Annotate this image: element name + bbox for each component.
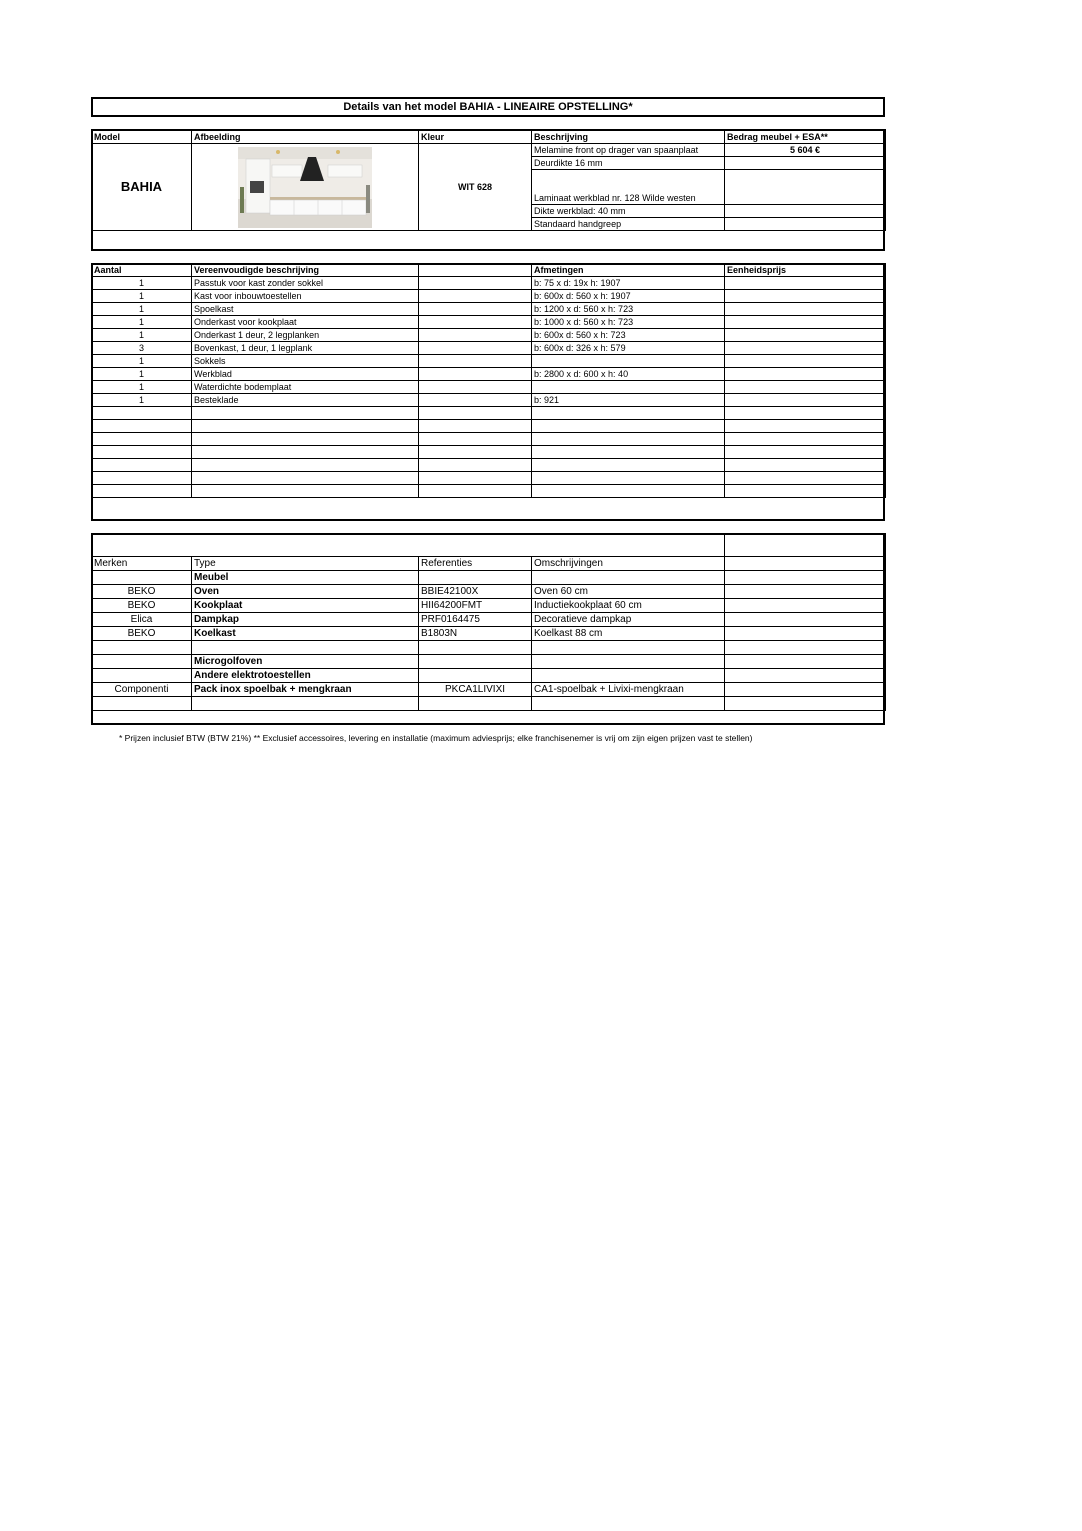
blank-cell: [419, 368, 532, 381]
blank-cell: [419, 381, 532, 394]
qty-cell: 1: [92, 329, 192, 342]
qty-cell: [92, 420, 192, 433]
dims-cell: b: 600x d: 560 x h: 723: [532, 329, 725, 342]
brand-cell: Elica: [92, 613, 192, 627]
table-row: [92, 381, 886, 394]
desc-cell: Spoelkast: [192, 303, 419, 316]
qty-cell: [92, 459, 192, 472]
qty-cell: [92, 472, 192, 485]
meubel-label: Meubel: [192, 571, 419, 585]
desc-cell: Koelkast 88 cm: [532, 627, 725, 641]
ref-cell: BBIE42100X: [419, 585, 532, 599]
blank-cell: [419, 290, 532, 303]
price-cell: [725, 290, 886, 303]
desc-cell: [192, 407, 419, 420]
desc-cell: Onderkast 1 deur, 2 legplanken: [192, 329, 419, 342]
type-cell: Dampkap: [192, 613, 419, 627]
blank-cell: [419, 277, 532, 290]
desc-cell: [192, 472, 419, 485]
desc-cell: [192, 433, 419, 446]
type-cell: Oven: [192, 585, 419, 599]
qty-cell: 1: [92, 368, 192, 381]
header-beschrijving: Beschrijving: [532, 130, 725, 144]
parts-table: [91, 263, 886, 498]
price-empty: [725, 218, 886, 231]
dims-cell: [532, 381, 725, 394]
qty-cell: 1: [92, 290, 192, 303]
header-merken: Merken: [92, 557, 192, 571]
blank-cell: [419, 459, 532, 472]
table-row: [92, 585, 886, 599]
table-row: [92, 329, 886, 342]
beschrijving-1: Melamine front op drager van spaanplaat: [532, 144, 725, 157]
price-cell: [725, 446, 886, 459]
desc-cell: [192, 446, 419, 459]
price-cell: [725, 316, 886, 329]
microgolf-label: Microgolfoven: [192, 655, 419, 669]
dims-cell: [532, 355, 725, 368]
desc-cell: Oven 60 cm: [532, 585, 725, 599]
price-cell: [725, 381, 886, 394]
blank-cell: [725, 599, 886, 613]
table-row: [92, 472, 886, 485]
dims-cell: b: 600x d: 326 x h: 579: [532, 342, 725, 355]
header-bedrag: Bedrag meubel + ESA**: [725, 130, 886, 144]
table-row: [92, 290, 886, 303]
dims-cell: [532, 446, 725, 459]
sink-type: Pack inox spoelbak + mengkraan: [192, 683, 419, 697]
sink-desc: CA1-spoelbak + Livixi-mengkraan: [532, 683, 725, 697]
qty-cell: 3: [92, 342, 192, 355]
price-value: 5 604 €: [725, 144, 886, 157]
dims-cell: [532, 459, 725, 472]
header-model: Model: [92, 130, 192, 144]
blank-cell: [419, 433, 532, 446]
blank-cell: [419, 316, 532, 329]
beschrijving-3: Laminaat werkblad nr. 128 Wilde westen: [532, 170, 725, 205]
price-cell: [725, 420, 886, 433]
table-row: [92, 277, 886, 290]
price-cell: [725, 472, 886, 485]
table-row: [92, 627, 886, 641]
price-cell: [725, 459, 886, 472]
price-cell: [725, 433, 886, 446]
qty-cell: [92, 407, 192, 420]
table-row: [92, 407, 886, 420]
blank-cell: [725, 627, 886, 641]
desc-cell: Werkblad: [192, 368, 419, 381]
blank-cell: [725, 585, 886, 599]
dims-cell: [532, 420, 725, 433]
brand-cell: BEKO: [92, 627, 192, 641]
header-blank: [419, 264, 532, 277]
table-row: [92, 394, 886, 407]
desc-cell: [192, 420, 419, 433]
beschrijving-4: Dikte werkblad: 40 mm: [532, 205, 725, 218]
qty-cell: 1: [92, 316, 192, 329]
model-table: [91, 129, 886, 231]
dims-cell: [532, 407, 725, 420]
blank-cell: [419, 329, 532, 342]
table-row: [92, 342, 886, 355]
header-type: Type: [192, 557, 419, 571]
desc-cell: Waterdichte bodemplaat: [192, 381, 419, 394]
qty-cell: 1: [92, 303, 192, 316]
table-row: [92, 446, 886, 459]
price-cell: [725, 407, 886, 420]
blank-cell: [725, 613, 886, 627]
table-row: [92, 368, 886, 381]
andere-label: Andere elektrotoestellen: [192, 669, 419, 683]
kitchen-photo-icon: [238, 147, 372, 228]
appliance-top-blank: [92, 534, 725, 557]
sink-ref: PKCA1LIVIXI: [419, 683, 532, 697]
price-empty: [725, 157, 886, 170]
blank-cell: [419, 485, 532, 498]
qty-cell: 1: [92, 355, 192, 368]
table-row: [92, 599, 886, 613]
qty-cell: [92, 433, 192, 446]
beschrijving-2: Deurdikte 16 mm: [532, 157, 725, 170]
dims-cell: [532, 472, 725, 485]
price-cell: [725, 355, 886, 368]
header-vereenvoudigde: Vereenvoudigde beschrijving: [192, 264, 419, 277]
desc-cell: [192, 485, 419, 498]
kleur-value: WIT 628: [419, 144, 532, 231]
header-eenheidsprijs: Eenheidsprijs: [725, 264, 886, 277]
header-referenties: Referenties: [419, 557, 532, 571]
desc-cell: [192, 459, 419, 472]
qty-cell: [92, 485, 192, 498]
appliance-top-blank-2: [725, 534, 886, 557]
blank-cell: [419, 303, 532, 316]
table-row: [92, 303, 886, 316]
table-row: [92, 355, 886, 368]
table-row: [92, 316, 886, 329]
type-cell: Koelkast: [192, 627, 419, 641]
table-row: [92, 420, 886, 433]
appliance-table: [91, 533, 886, 711]
qty-cell: [92, 446, 192, 459]
table-row: [92, 433, 886, 446]
blank-cell: [419, 446, 532, 459]
dims-cell: b: 1000 x d: 560 x h: 723: [532, 316, 725, 329]
header-aantal: Aantal: [92, 264, 192, 277]
price-empty: [725, 205, 886, 218]
price-cell: [725, 277, 886, 290]
desc-cell: Passtuk voor kast zonder sokkel: [192, 277, 419, 290]
header-afbeelding: Afbeelding: [192, 130, 419, 144]
desc-cell: Kast voor inbouwtoestellen: [192, 290, 419, 303]
blank-cell: [419, 355, 532, 368]
beschrijving-5: Standaard handgreep: [532, 218, 725, 231]
dims-cell: b: 2800 x d: 600 x h: 40: [532, 368, 725, 381]
dims-cell: [532, 433, 725, 446]
desc-cell: Bovenkast, 1 deur, 1 legplank: [192, 342, 419, 355]
footnote: * Prijzen inclusief BTW (BTW 21%) ** Exclusief accessoires, levering en installatie (maximum adviesprijs; elke franchisenemer is vrij om zijn eigen prijzen vast te stellen): [119, 733, 753, 743]
header-afmetingen: Afmetingen: [532, 264, 725, 277]
price-cell: [725, 342, 886, 355]
header-kleur: Kleur: [419, 130, 532, 144]
blank-cell: [419, 472, 532, 485]
price-cell: [725, 303, 886, 316]
price-cell: [725, 485, 886, 498]
qty-cell: 1: [92, 381, 192, 394]
ref-cell: PRF0164475: [419, 613, 532, 627]
dims-cell: b: 600x d: 560 x h: 1907: [532, 290, 725, 303]
model-name: BAHIA: [92, 144, 192, 231]
blank-cell: [419, 394, 532, 407]
desc-cell: Decoratieve dampkap: [532, 613, 725, 627]
ref-cell: HII64200FMT: [419, 599, 532, 613]
price-cell: [725, 329, 886, 342]
blank-cell: [419, 342, 532, 355]
qty-cell: 1: [92, 394, 192, 407]
header-blank: [725, 557, 886, 571]
desc-cell: Onderkast voor kookplaat: [192, 316, 419, 329]
price-cell: [725, 394, 886, 407]
sink-brand: Componenti: [92, 683, 192, 697]
qty-cell: 1: [92, 277, 192, 290]
desc-cell: Inductiekookplaat 60 cm: [532, 599, 725, 613]
table-row: [92, 459, 886, 472]
brand-cell: BEKO: [92, 599, 192, 613]
desc-cell: Besteklade: [192, 394, 419, 407]
blank-cell: [419, 407, 532, 420]
desc-cell: Sokkels: [192, 355, 419, 368]
price-empty: [725, 170, 886, 205]
ref-cell: B1803N: [419, 627, 532, 641]
type-cell: Kookplaat: [192, 599, 419, 613]
page-title: Details van het model BAHIA - LINEAIRE OPSTELLING*: [91, 97, 885, 117]
table-row: [92, 485, 886, 498]
table-row: [92, 613, 886, 627]
brand-cell: BEKO: [92, 585, 192, 599]
kitchen-image-cell: [192, 144, 419, 231]
dims-cell: b: 1200 x d: 560 x h: 723: [532, 303, 725, 316]
dims-cell: b: 75 x d: 19x h: 1907: [532, 277, 725, 290]
header-omschrijvingen: Omschrijvingen: [532, 557, 725, 571]
price-cell: [725, 368, 886, 381]
blank-cell: [419, 420, 532, 433]
dims-cell: b: 921: [532, 394, 725, 407]
dims-cell: [532, 485, 725, 498]
